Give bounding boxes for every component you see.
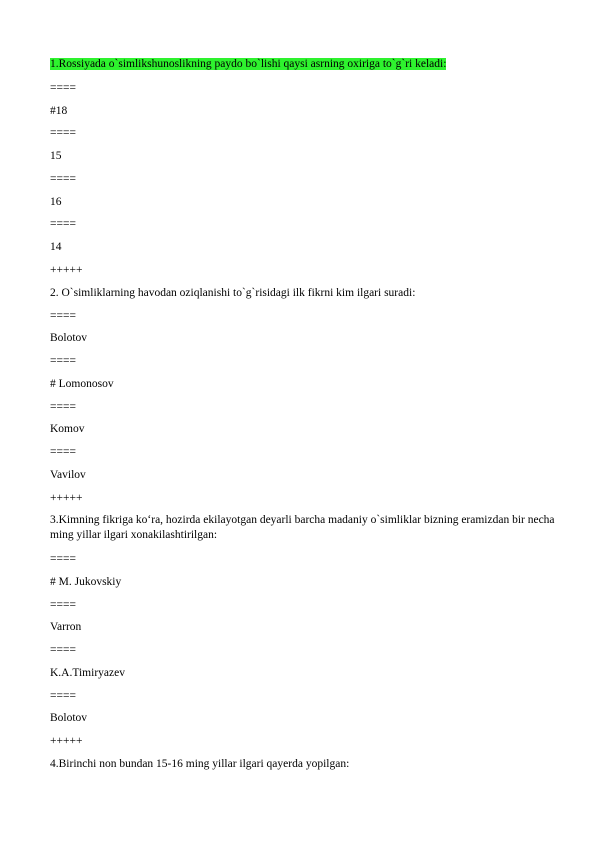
- answer-option: 14: [50, 241, 62, 253]
- answer-option: K.A.Timiryazev: [50, 667, 125, 679]
- separator: ====: [50, 690, 76, 702]
- answer-option: # M. Jukovskiy: [50, 576, 122, 588]
- question-end-marker: +++++: [50, 264, 83, 276]
- answer-option: 16: [50, 196, 62, 208]
- separator: ====: [50, 173, 76, 185]
- separator: ====: [50, 218, 76, 230]
- answer-option: # Lomonosov: [50, 378, 114, 390]
- answer-option: #18: [50, 105, 68, 117]
- separator: ====: [50, 127, 76, 139]
- question-2: 2. O`simliklarning havodan oziqlanishi to`g`risidagi ilk fikrni kim ilgari suradi:: [50, 287, 416, 299]
- answer-option: Varron: [50, 621, 82, 633]
- separator: ====: [50, 446, 76, 458]
- separator: ====: [50, 599, 76, 611]
- answer-option: 15: [50, 150, 62, 162]
- question-3: 3.Kimning fikriga ko‘ra, hozirda ekilayotgan deyarli barcha madaniy o`simliklar bizning eramizdan bir necha ming yillar ilgari xonakilashtirilgan:: [50, 514, 555, 541]
- separator: ====: [50, 310, 76, 322]
- separator: ====: [50, 553, 76, 565]
- separator: ====: [50, 82, 76, 94]
- separator: ====: [50, 355, 76, 367]
- answer-option: Bolotov: [50, 332, 88, 344]
- question-1: [50, 57, 560, 72]
- separator: ====: [50, 644, 76, 656]
- question-4: 4.Birinchi non bundan 15-16 ming yillar ilgari qayerda yopilgan:: [50, 758, 350, 770]
- question-1-highlight: 1.Rossiyada o`simlikshunoslikning paydo bo`lishi qaysi asrning oxiriga to`g`ri keladi:: [50, 58, 447, 70]
- answer-option: Komov: [50, 423, 85, 435]
- answer-option: Vavilov: [50, 469, 86, 481]
- answer-option: Bolotov: [50, 712, 88, 724]
- question-end-marker: +++++: [50, 492, 83, 504]
- separator: ====: [50, 401, 76, 413]
- question-end-marker: +++++: [50, 735, 83, 747]
